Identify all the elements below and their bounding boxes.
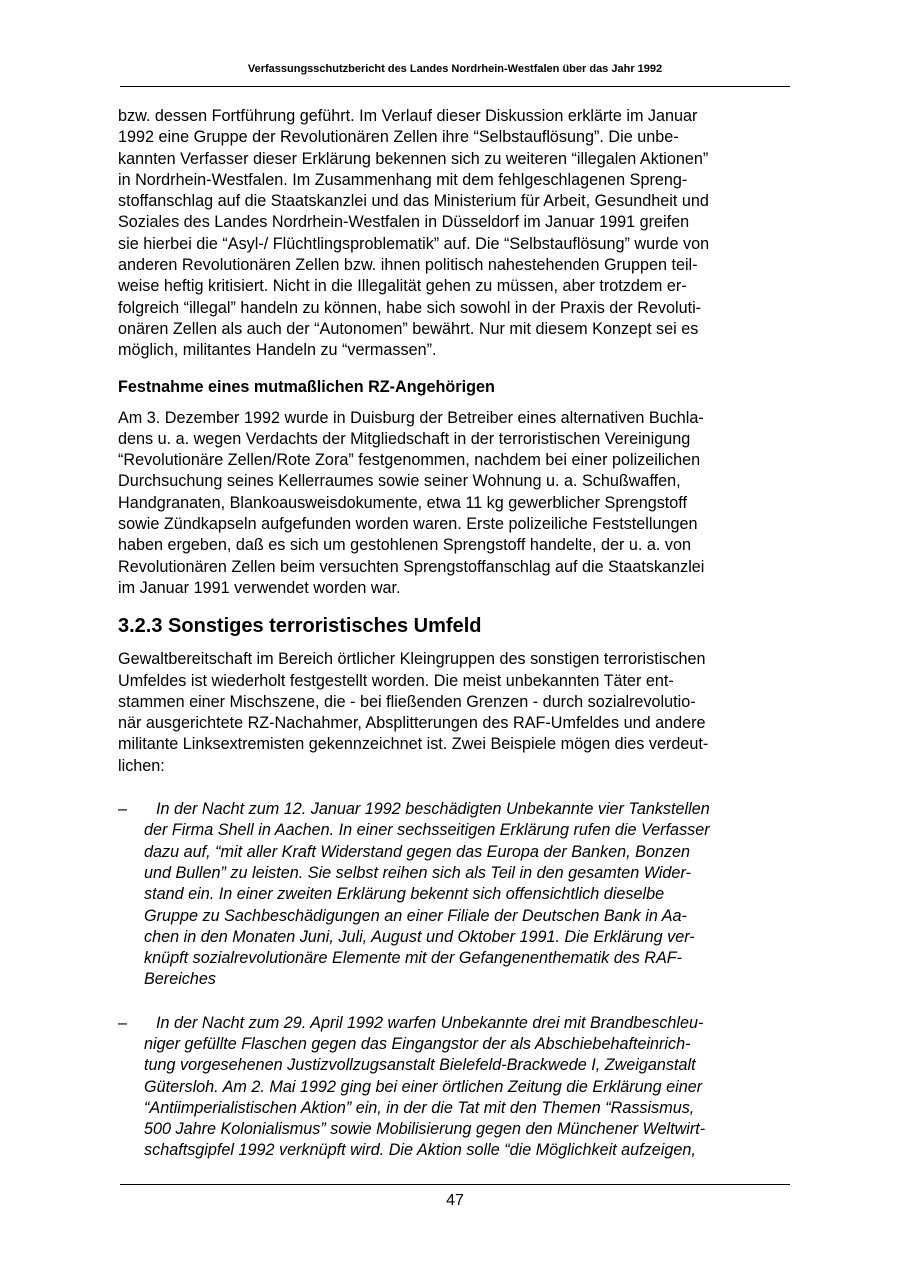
text-line: weise heftig kritisiert. Nicht in die Illegalität gehen zu müssen, aber trotzdem er- [118,277,687,296]
text-line: chen in den Monaten Juni, Juli, August und Oktober 1991. Die Erklärung ver- [144,927,695,946]
text-line: lichen: [118,756,165,775]
list-item [118,1013,790,1162]
text-line: In der Nacht zum 12. Januar 1992 beschädigten Unbekannte vier Tankstellen [156,800,710,819]
text-line: Handgranaten, Blankoausweisdokumente, etwa 11 kg gewerblicher Sprengstoff [118,493,688,512]
paragraph-festnahme [118,408,790,600]
text-line: dazu auf, “mit aller Kraft Widerstand gegen das Europa der Banken, Bonzen [144,842,691,861]
text-line: In der Nacht zum 29. April 1992 warfen Unbekannte drei mit Brandbeschleu- [156,1013,704,1032]
text-line: Bereiches [144,970,216,989]
text-line: niger gefüllte Flaschen gegen das Eingangstor der als Abschiebehafteinrich- [144,1034,691,1053]
text-line: kannten Verfasser dieser Erklärung bekennen sich zu weiteren “illegalen Aktionen” [118,149,709,168]
text-line: folgreich “illegal” handeln zu können, habe sich sowohl in der Praxis der Revoluti- [118,298,702,317]
text-line: sie hierbei die “Asyl-/ Flüchtlingsproblematik” auf. Die “Selbstauflösung” wurde von [118,234,710,253]
text-line: in Nordrhein-Westfalen. Im Zusammenhang mit dem fehlgeschlagenen Spreng- [118,170,688,189]
text-line: bzw. dessen Fortführung geführt. Im Verlauf dieser Diskussion erklärte im Januar [118,107,698,125]
running-header: Verfassungsschutzbericht des Landes Nordrhein-Westfalen über das Jahr 1992 [247,63,663,75]
text-line: haben ergeben, daß es sich um gestohlenen Sprengstoff handelte, der u. a. von [118,536,691,555]
text-line: Umfeldes ist wiederholt festgestellt worden. Die meist unbekannten Täter ent- [118,671,674,690]
text-line: im Januar 1991 verwendet worden war. [118,578,401,597]
text-line: dens u. a. wegen Verdachts der Mitgliedschaft in der terroristischen Vereinigung [118,429,691,448]
text-line: anderen Revolutionären Zellen bzw. ihnen politisch nahestehenden Gruppen teil- [118,256,698,275]
text-line: Am 3. Dezember 1992 wurde in Duisburg der Betreiber eines alternativen Buchla- [118,408,704,427]
text-line: stand ein. In einer zweiten Erklärung bekennt sich offensichtlich dieselbe [144,885,665,904]
text-line: stammen einer Mischszene, die - bei fließenden Grenzen - durch sozialrevolutio- [118,692,696,711]
text-line: sowie Zündkapseln aufgefunden worden waren. Erste polizeiliche Feststellungen [118,515,698,534]
text-line: und Bullen” zu leisten. Sie selbst reihen sich als Teil in den gesamten Wider- [144,863,691,882]
text-line: schaftsgipfel 1992 verknüpft wird. Die Aktion solle “die Möglichkeit aufzeigen, [144,1141,696,1160]
text-line: Durchsuchung seines Kellerraumes sowie seiner Wohnung u. a. Schußwaffen, [118,472,681,491]
paragraph-umfeld [118,649,790,777]
text-line: onären Zellen als auch der “Autonomen” bewährt. Nur mit diesem Konzept sei es [118,319,699,338]
text-line: knüpft sozialrevolutionäre Elemente mit der Gefangenenthematik des RAF- [144,949,683,968]
header-divider [120,86,790,87]
text-line: “Revolutionäre Zellen/Rote Zora” festgenommen, nachdem bei einer polizeilichen [118,451,701,470]
text-line: Gruppe zu Sachbeschädigungen an einer Filiale der Deutschen Bank in Aa- [144,906,687,925]
text-line: Gütersloh. Am 2. Mai 1992 ging bei einer örtlichen Zeitung die Erklärung einer [144,1077,703,1096]
section-title: 3.2.3 Sonstiges terroristisches Umfeld [118,615,482,638]
text-line: “Antiimperialistischen Aktion” ein, in der die Tat mit den Themen “Rassismus, [144,1098,695,1117]
text-line: när ausgerichtete RZ-Nachahmer, Absplitterungen des RAF-Umfeldes und andere [118,714,706,733]
text-line: Revolutionären Zellen beim versuchten Sprengstoffanschlag auf die Staatskanzlei [118,557,705,576]
dash-bullet: – [118,800,128,819]
list-item [118,799,790,991]
text-line: möglich, militantes Handeln zu “vermassen”. [118,341,437,360]
subheading: Festnahme eines mutmaßlichen RZ-Angehörigen [118,377,495,396]
text-line: Soziales des Landes Nordrhein-Westfalen in Düsseldorf im Januar 1991 greifen [118,213,690,232]
text-line: stoffanschlag auf die Staatskanzlei und das Ministerium für Arbeit, Gesundheit und [118,192,709,211]
text-line: 500 Jahre Kolonialismus” sowie Mobilisierung gegen den Münchener Weltwirt- [144,1120,706,1139]
text-line: 1992 eine Gruppe der Revolutionären Zellen ihre “Selbstauflösung”. Die unbe- [118,128,679,147]
text-line: militante Linksextremisten gekennzeichnet ist. Zwei Beispiele mögen dies verdeut- [118,735,709,754]
page-number: 47 [446,1192,464,1209]
page-content [118,106,790,1176]
text-line: tung vorgesehenen Justizvollzugsanstalt Bielefeld-Brackwede I, Zweiganstalt [144,1056,696,1075]
paragraph-rz-selbstaufloesung [118,106,790,362]
text-line: der Firma Shell in Aachen. In einer sechsseitigen Erklärung rufen die Verfasser [144,821,710,840]
dash-bullet: – [118,1013,128,1032]
text-line: Gewaltbereitschaft im Bereich örtlicher Kleingruppen des sonstigen terroristischen [118,650,706,669]
footer-divider [120,1184,790,1185]
